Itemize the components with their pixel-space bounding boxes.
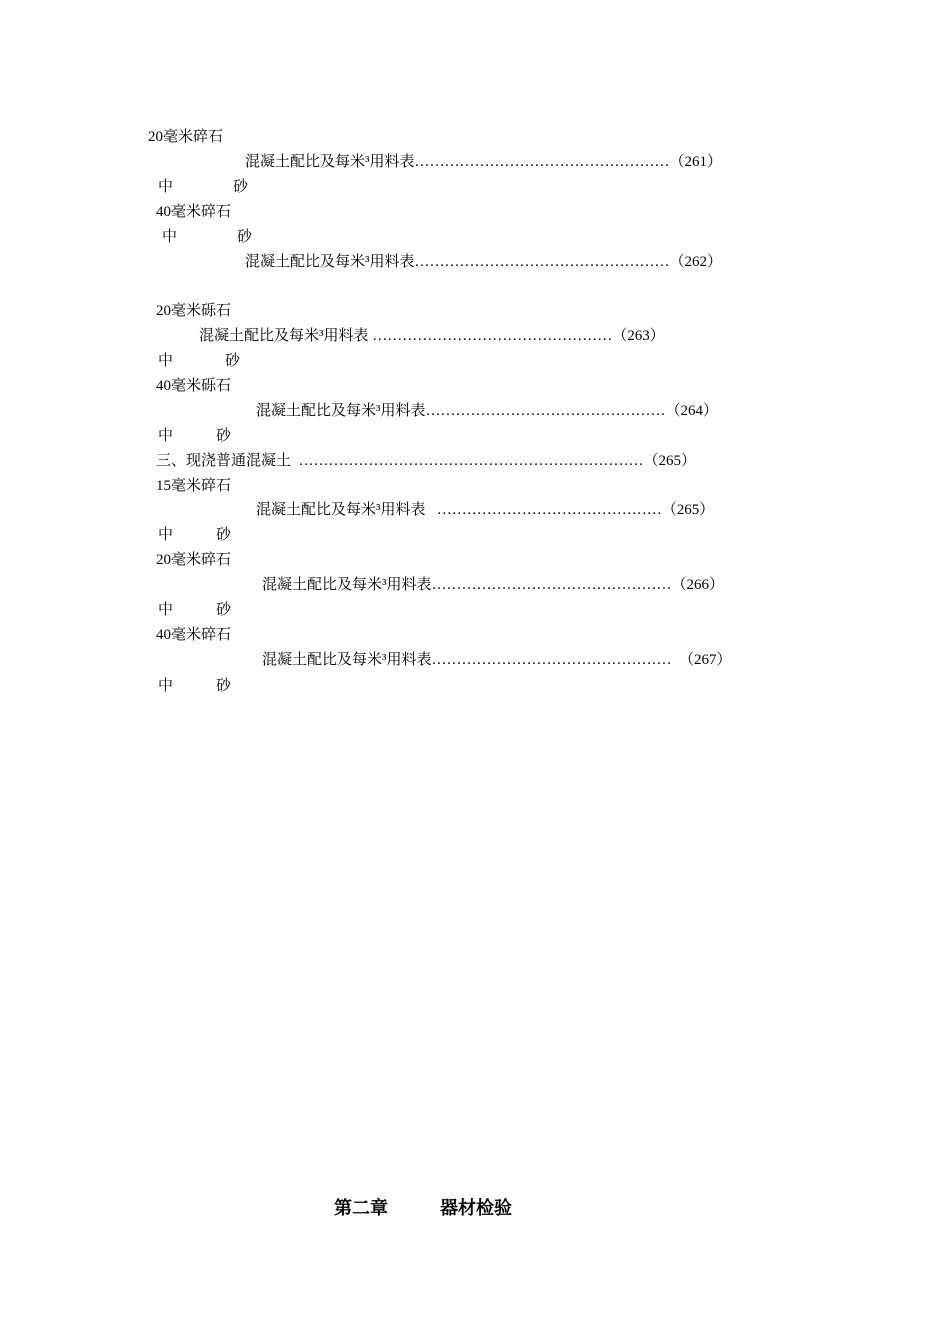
toc-line-40mm-gravel: 40毫米砾石 [156, 378, 232, 394]
toc-entry-266: 混凝土配比及每米³用料表…………………………………………（266） [262, 577, 724, 593]
chapter-number: 第二章 [334, 1198, 388, 1219]
toc-entry-264: 混凝土配比及每米³用料表…………………………………………（264） [256, 403, 718, 419]
toc-entry-263: 混凝土配比及每米³用料表 …………………………………………（263） [199, 328, 665, 344]
toc-entry-262: 混凝土配比及每米³用料表……………………………………………（262） [245, 254, 722, 270]
toc-line-20mm-crushed-stone-2: 20毫米碎石 [156, 552, 232, 568]
toc-line-sand-label: 砂 [225, 353, 241, 369]
toc-line-40mm-crushed-stone: 40毫米碎石 [156, 204, 232, 220]
toc-entry-267: 混凝土配比及每米³用料表………………………………………… （267） [262, 652, 732, 668]
toc-line-medium-label: 中 [158, 179, 174, 195]
chapter-title: 器材检验 [440, 1198, 512, 1219]
toc-line-medium-label: 中 [158, 527, 174, 543]
toc-line-40mm-crushed-stone-2: 40毫米碎石 [156, 627, 232, 643]
toc-line-20mm-gravel: 20毫米砾石 [156, 303, 232, 319]
toc-line-medium-label: 中 [158, 678, 174, 694]
toc-section-cast-in-place-concrete: 三、现浇普通混凝土 ……………………………………………………………（265） [156, 453, 697, 469]
toc-line-sand-label: 砂 [216, 678, 232, 694]
toc-line-medium-label: 中 [158, 428, 174, 444]
toc-line-medium-label: 中 [162, 229, 178, 245]
toc-line-sand-label: 砂 [216, 527, 232, 543]
toc-entry-265: 混凝土配比及每米³用料表 ………………………………………（265） [256, 502, 715, 518]
toc-line-20mm-crushed-stone: 20毫米碎石 [148, 129, 224, 145]
toc-line-15mm-crushed-stone: 15毫米碎石 [156, 478, 232, 494]
toc-line-sand-label: 砂 [237, 229, 253, 245]
toc-entry-261: 混凝土配比及每米³用料表……………………………………………（261） [245, 154, 722, 170]
toc-line-sand-label: 砂 [216, 602, 232, 618]
toc-line-medium-label: 中 [158, 602, 174, 618]
toc-line-sand-label: 砂 [233, 179, 249, 195]
toc-line-medium-label: 中 [158, 353, 174, 369]
toc-line-sand-label: 砂 [216, 428, 232, 444]
